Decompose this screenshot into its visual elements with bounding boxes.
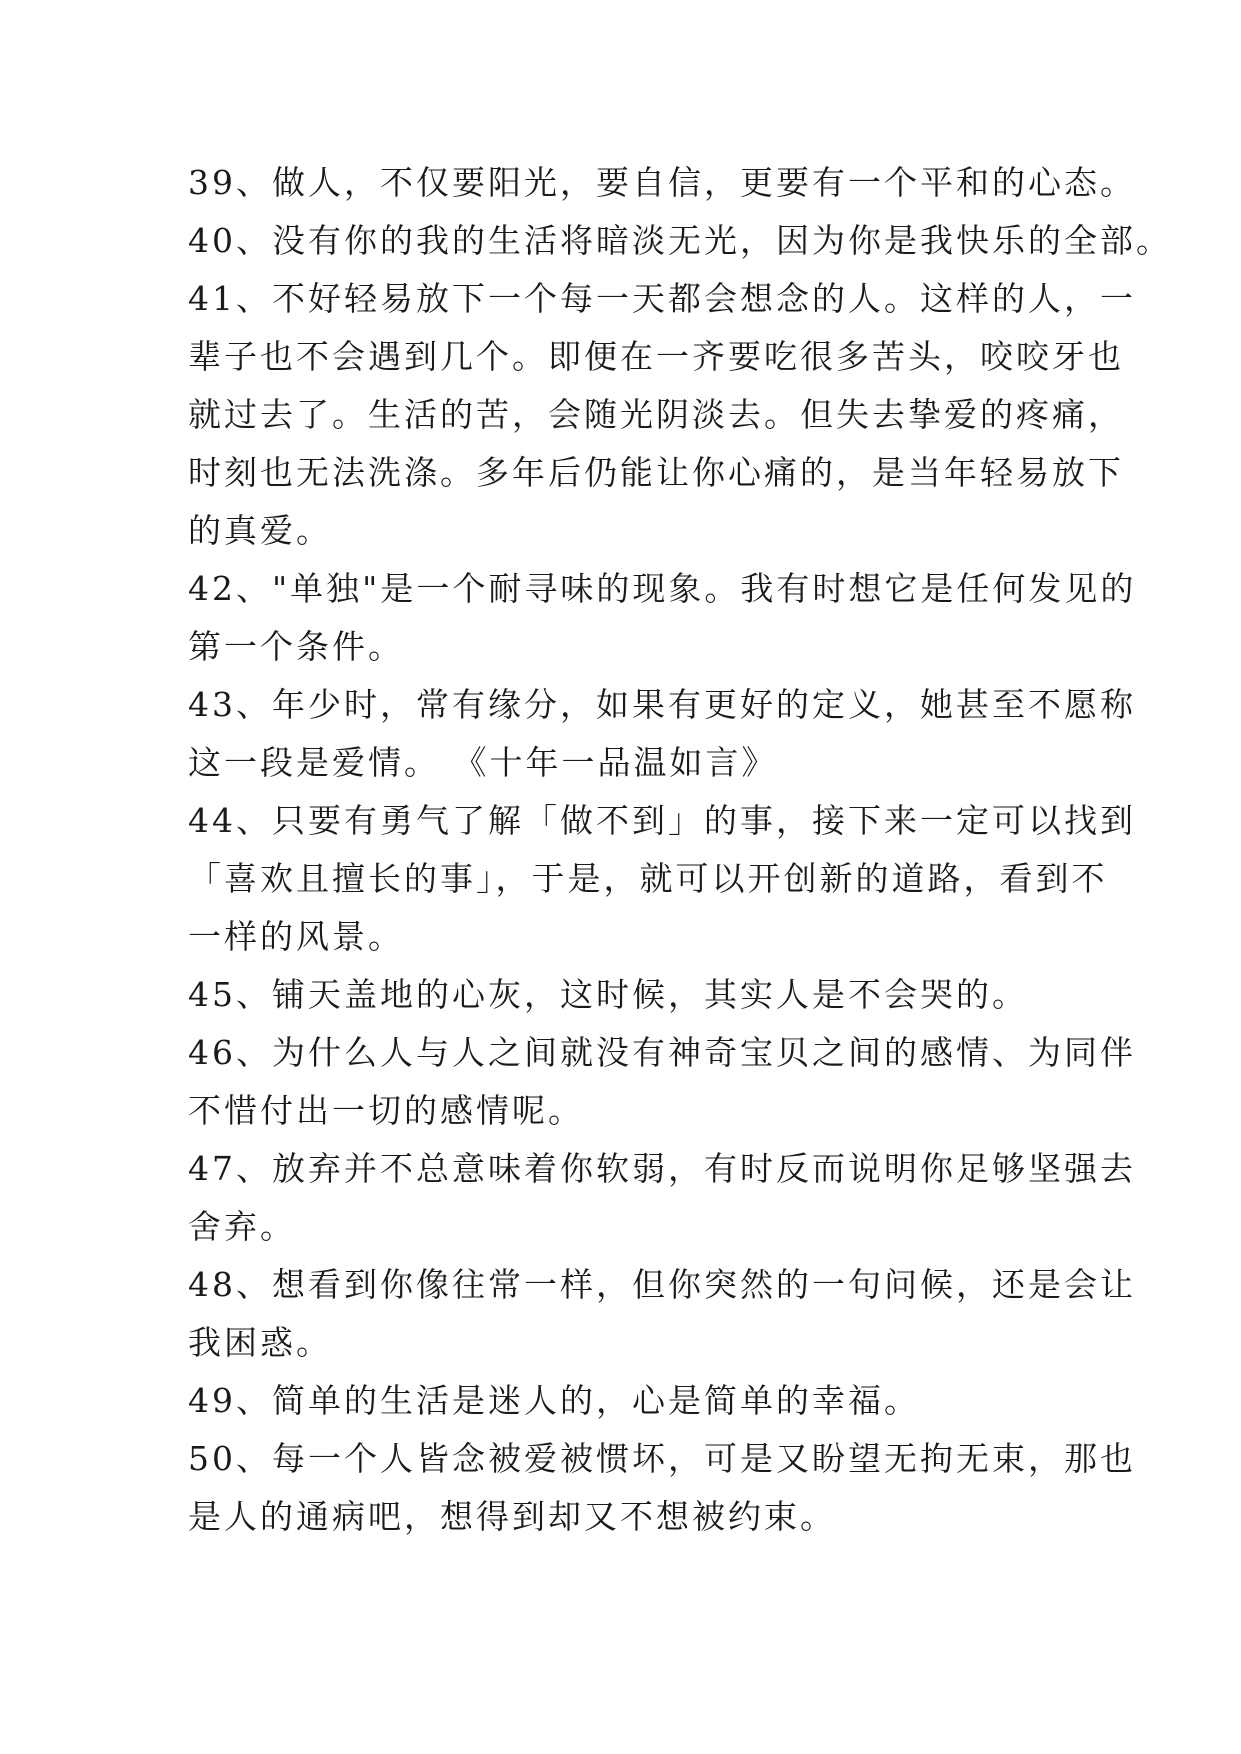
text-line: 49、简单的生活是迷人的，心是简单的幸福。 — [188, 1381, 920, 1420]
document-body — [188, 154, 1172, 1546]
text-line: 41、不好轻易放下一个每一天都会想念的人。这样的人，一 — [188, 279, 1136, 318]
text-line: 46、为什么人与人之间就没有神奇宝贝之间的感情、为同伴 — [188, 1033, 1136, 1072]
text-line: 这一段是爱情。 《十年一品温如言》 — [188, 743, 778, 782]
text-line: 一样的风景。 — [188, 917, 404, 956]
text-line: 42、"单独"是一个耐寻味的现象。我有时想它是任何发见的 — [188, 569, 1137, 608]
text-line: 45、铺天盖地的心灰，这时候，其实人是不会哭的。 — [188, 975, 1028, 1014]
text-line: 50、每一个人皆念被爱被惯坏，可是又盼望无拘无束，那也 — [188, 1439, 1136, 1478]
text-line: 39、做人，不仅要阳光，要自信，更要有一个平和的心态。 — [188, 163, 1136, 202]
text-line: 辈子也不会遇到几个。即便在一齐要吃很多苦头，咬咬牙也 — [188, 337, 1124, 376]
text-line: 43、年少时，常有缘分，如果有更好的定义，她甚至不愿称 — [188, 685, 1136, 724]
text-line: 「喜欢且擅长的事」，于是，就可以开创新的道路，看到不 — [188, 859, 1108, 898]
text-line: 47、放弃并不总意味着你软弱，有时反而说明你足够坚强去 — [188, 1149, 1136, 1188]
text-line: 40、没有你的我的生活将暗淡无光，因为你是我快乐的全部。 — [188, 221, 1172, 260]
text-line: 舍弃。 — [188, 1207, 296, 1246]
text-line: 44、只要有勇气了解「做不到」的事，接下来一定可以找到 — [188, 801, 1136, 840]
text-line: 我困惑。 — [188, 1323, 332, 1362]
text-line: 不惜付出一切的感情呢。 — [188, 1091, 584, 1130]
text-line: 48、想看到你像往常一样，但你突然的一句问候，还是会让 — [188, 1265, 1136, 1304]
text-line: 的真爱。 — [188, 511, 332, 550]
text-line: 就过去了。生活的苦，会随光阴淡去。但失去挚爱的疼痛， — [188, 395, 1124, 434]
text-line: 时刻也无法洗涤。多年后仍能让你心痛的，是当年轻易放下 — [188, 453, 1124, 492]
text-line: 第一个条件。 — [188, 627, 404, 666]
text-line: 是人的通病吧，想得到却又不想被约束。 — [188, 1497, 836, 1536]
